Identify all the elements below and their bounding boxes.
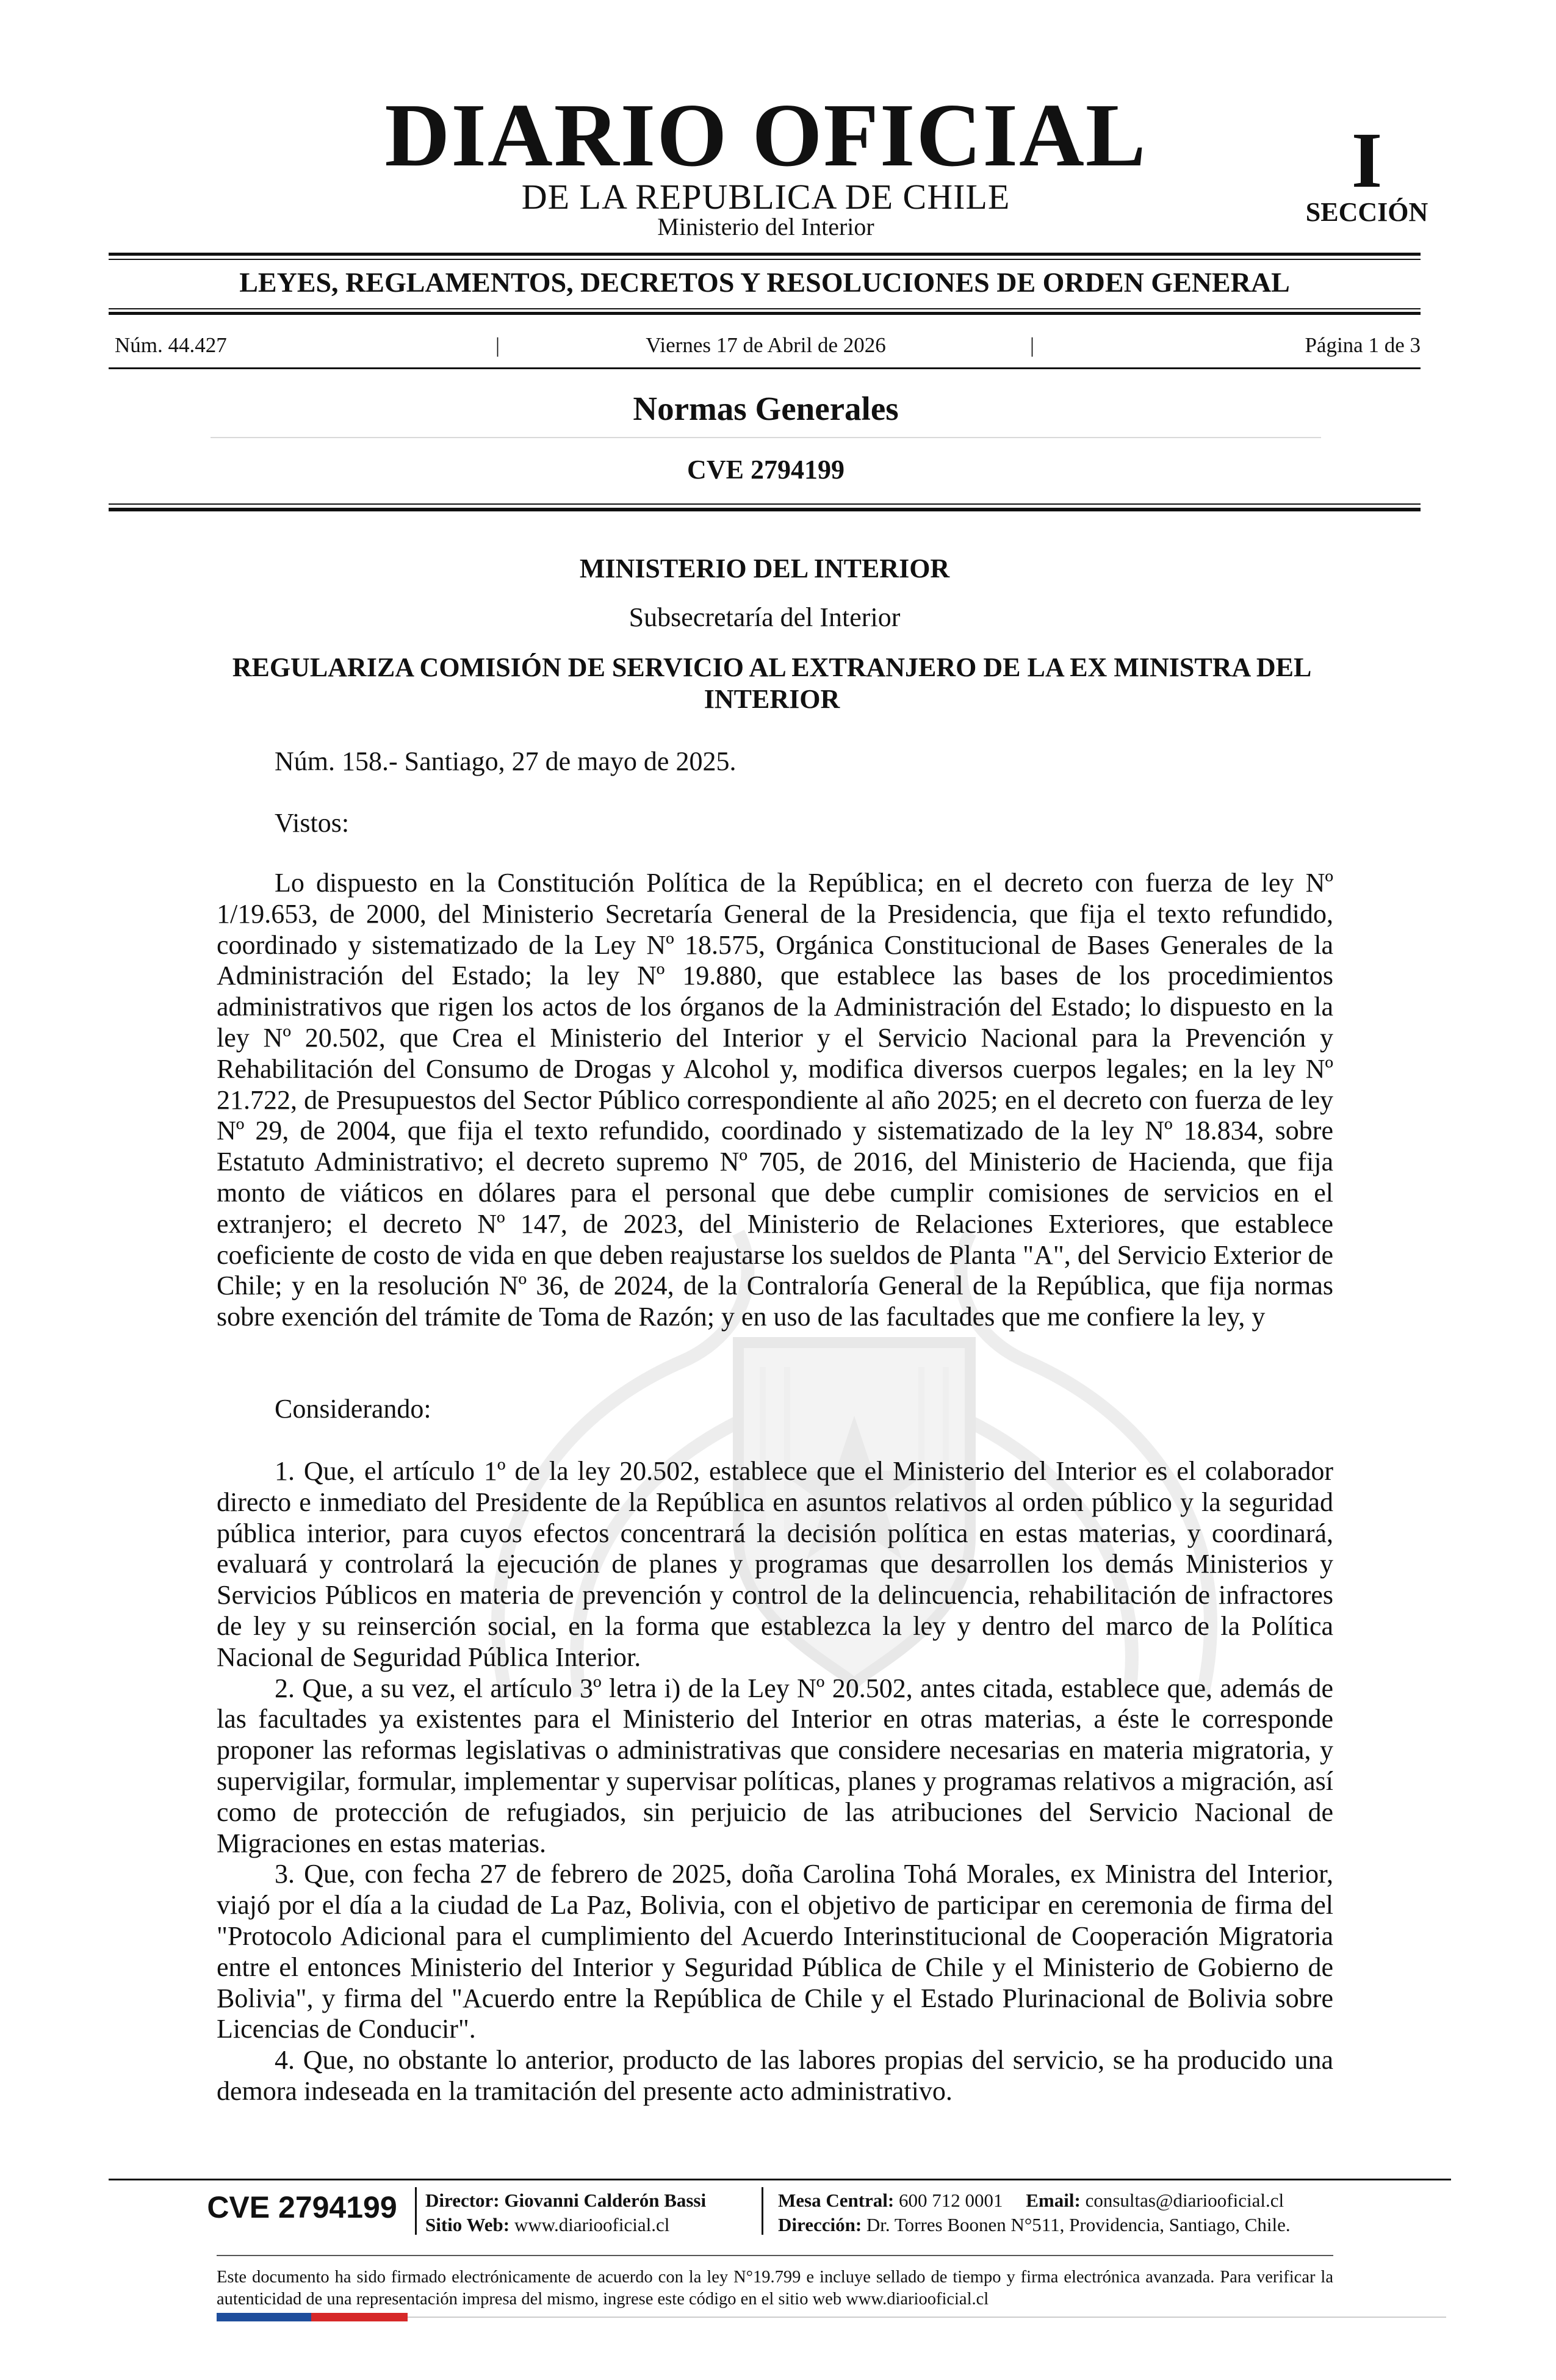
- page-indicator: Página 1 de 3: [1305, 333, 1421, 357]
- document-subsecretaria: Subsecretaría del Interior: [629, 602, 901, 632]
- decree-number: Núm. 158.- Santiago, 27 de mayo de 2025.: [275, 746, 737, 776]
- document-ministry: MINISTERIO DEL INTERIOR: [579, 554, 950, 583]
- category-heading: LEYES, REGLAMENTOS, DECRETOS Y RESOLUCIONES DE ORDEN GENERAL: [239, 267, 1290, 298]
- vistos-heading: Vistos:: [275, 808, 350, 838]
- info-separator: |: [1030, 333, 1035, 357]
- vistos-paragraph: [217, 868, 1333, 1333]
- website-link[interactable]: www.diariooficial.cl: [514, 2214, 670, 2235]
- flag-stripe-red: [311, 2313, 408, 2321]
- footer-cve-code: CVE 2794199: [207, 2190, 397, 2224]
- category-rule: [109, 312, 1421, 315]
- mesa-value: 600 712 0001: [899, 2190, 1003, 2211]
- masthead-ministry: Ministerio del Interior: [657, 213, 874, 240]
- section-title-underline: [211, 437, 1321, 438]
- footer-authenticity-note: Este documento ha sido firmado electrónicamente de acuerdo con la ley N°19.799 e incluye sellado de tiempo y firma electrónica avanzada. Para verificar la autenticidad de una representación impresa del mismo, ingrese este código en el sitio web www.diariooficial.cl: [217, 2268, 1333, 2309]
- cve-code: CVE 2794199: [687, 455, 845, 485]
- considerando-item: 4. Que, no obstante lo anterior, producto de las labores propias del servicio, se ha producido una demora indeseada en la tramitación del presente acto administrativo.: [217, 2045, 1333, 2106]
- footer-contact: [778, 2191, 1284, 2210]
- address-label: Dirección:: [778, 2214, 862, 2235]
- footer-divider: [415, 2187, 417, 2235]
- section-label: SECCIÓN: [1305, 197, 1428, 227]
- masthead-rule-top: [109, 253, 1421, 256]
- considerando-item: 2. Que, a su vez, el artículo 3º letra i) de la Ley Nº 20.502, antes citada, establece que, además de las facultades ya existentes para el Ministerio del Interior en otras materias, a éste le corresponde proponer las reformas legislativas o administrativas que considere necesarias en materia migratoria, y supervigilar, formular, implementar y supervisar políticas, planes y programas relativos a migración, así como de protección de refugiados, sin perjuicio de las atribuciones del Servicio Nacional de Migraciones en estas materias.: [217, 1673, 1333, 1858]
- considerando-item: 3. Que, con fecha 27 de febrero de 2025, doña Carolina Tohá Morales, ex Ministra del Interior, viajó por el día a la ciudad de La Paz, Bolivia, con el objetivo de participar en ceremonia de firma del "Protocolo Adicional para el cumplimiento del Acuerdo Interinstitucional de Cooperación Migratoria entre el entonces Ministerio del Interior y Seguridad Pública de Chile y el Ministerio de Gobierno de Bolivia", y firma del "Acuerdo entre la República de Chile y el Estado Plurinacional de Bolivia sobre Licencias de Conducir".: [217, 1859, 1333, 2044]
- considerando-heading: Considerando:: [275, 1394, 431, 1424]
- cve-rule-thin: [109, 503, 1421, 505]
- director-label: Director:: [425, 2190, 500, 2211]
- footer-note-rule: [217, 2255, 1333, 2256]
- flag-stripe-line: [408, 2317, 1446, 2318]
- issue-number: Núm. 44.427: [115, 333, 227, 357]
- footer-rule: [109, 2179, 1451, 2180]
- category-rule-thin: [109, 308, 1421, 309]
- address-value: Dr. Torres Boonen N°511, Providencia, Santiago, Chile.: [866, 2214, 1291, 2235]
- section-title: Normas Generales: [633, 390, 899, 427]
- vistos-text: Lo dispuesto en la Constitución Política de la República; en el decreto con fuerza de ley Nº 1/19.653, de 2000, del Ministerio Secretaría General de la Presidencia, que fija el texto refundido, coordinado y sistematizado de la Ley Nº 18.575, Orgánica Constitucional de Bases Generales de la Administración del Estado; la ley Nº 19.880, que establece las bases de los procedimientos administrativos que rigen los actos de los órganos de la Administración del Estado; lo dispuesto en la ley Nº 20.502, que Crea el Ministerio del Interior y el Servicio Nacional para la Prevención y Rehabilitación del Consumo de Drogas y Alcohol y, modifica diversos cuerpos legales; en la ley Nº 21.722, de Presupuestos del Sector Público correspondiente al año 2025; en el decreto con fuerza de ley Nº 29, de 2004, que fija el texto refundido, coordinado y sistematizado de la ley Nº 18.834, sobre Estatuto Administrativo; el decreto supremo Nº 705, de 2016, del Ministerio de Hacienda, que fija monto de viáticos en dólares para el personal que debe cumplir comisiones de servicios en el extranjero; el decreto Nº 147, de 2023, del Ministerio de Relaciones Exteriores, que establece coeficiente de costo de vida en que deben reajustarse los sueldos de Planta "A", del Servicio Exterior de Chile; y en la resolución Nº 36, de 2024, de la Contraloría General de la República, que fija normas sobre exención del trámite de Toma de Razón; y en uso de las facultades que me confiere la ley, y: [217, 868, 1333, 1332]
- footer-director: [425, 2191, 706, 2210]
- footer-address: [778, 2215, 1291, 2234]
- cve-rule: [109, 508, 1421, 511]
- email-link[interactable]: consultas@diariooficial.cl: [1085, 2190, 1284, 2211]
- document-title: REGULARIZA COMISIÓN DE SERVICIO AL EXTRANJERO DE LA EX MINISTRA DEL INTERIOR: [232, 652, 1312, 714]
- website-label: Sitio Web:: [425, 2214, 510, 2235]
- info-separator: |: [495, 333, 500, 357]
- masthead-title: DIARIO OFICIAL: [384, 85, 1147, 186]
- considerandos-list: [217, 1456, 1333, 2107]
- considerando-item: 1. Que, el artículo 1º de la ley 20.502, establece que el Ministerio del Interior es el colaborador directo e inmediato del Presidente de la República en asuntos relativos al orden público y la seguridad pública interior, para cuyos efectos concentrará la decisión política en estas materias, y coordinará, evaluará y controlará la ejecución de planes y programas que desarrollen los demás Ministerios y Servicios Públicos en materia de prevención y control de la delincuencia, rehabilitación de infractores de ley y su reinserción social, en la forma que establezca la ley y dentro del marco de la Política Nacional de Seguridad Pública Interior.: [217, 1456, 1333, 1672]
- flag-stripe-blue: [217, 2313, 311, 2321]
- info-rule: [109, 367, 1421, 369]
- section-number: I: [1351, 117, 1383, 204]
- footer-website: [425, 2215, 669, 2234]
- issue-date: Viernes 17 de Abril de 2026: [646, 333, 886, 357]
- email-label: Email:: [1026, 2190, 1081, 2211]
- footer-divider: [762, 2187, 763, 2235]
- masthead-rule-top-thin: [109, 259, 1421, 260]
- mesa-label: Mesa Central:: [778, 2190, 895, 2211]
- director-name: Giovanni Calderón Bassi: [504, 2190, 707, 2211]
- masthead-subtitle: DE LA REPUBLICA DE CHILE: [521, 177, 1010, 217]
